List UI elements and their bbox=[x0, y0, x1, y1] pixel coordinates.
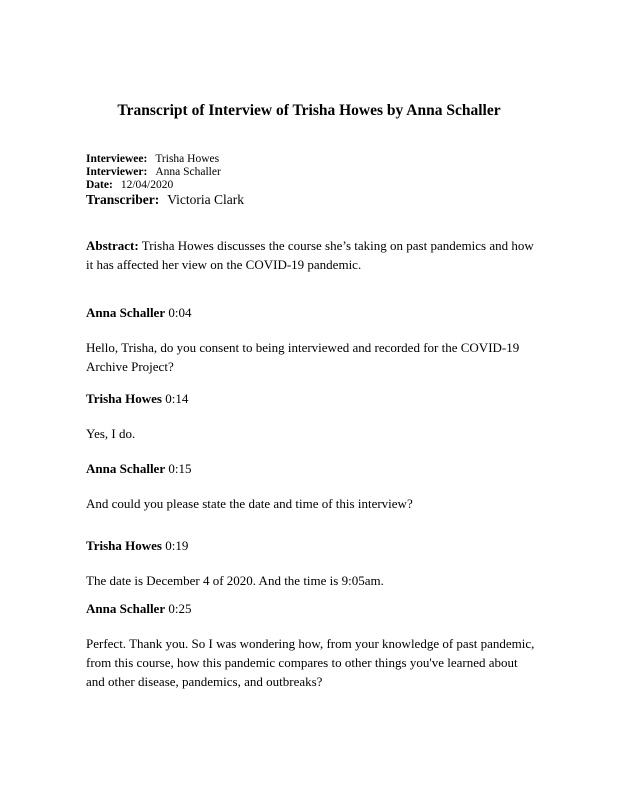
transcript-turn bbox=[86, 538, 536, 590]
transcript-turn bbox=[86, 305, 536, 376]
abstract-paragraph bbox=[86, 236, 536, 274]
abstract-text: Trisha Howes discusses the course she’s taking on past pandemics and how it has affected her view on the COVID-19 pandemic. bbox=[86, 238, 534, 272]
metadata-value: 12/04/2020 bbox=[120, 179, 174, 191]
utterance-text: The date is December 4 of 2020. And the time is 9:05am. bbox=[86, 573, 384, 588]
speaker-name: Anna Schaller bbox=[86, 601, 166, 616]
metadata-date bbox=[86, 179, 244, 192]
timestamp: 0:15 bbox=[168, 461, 192, 476]
abstract-label: Abstract: bbox=[86, 238, 139, 253]
timestamp: 0:14 bbox=[165, 391, 189, 406]
transcript-turn bbox=[86, 601, 536, 691]
utterance-text: Hello, Trisha, do you consent to being interviewed and recorded for the COVID-19 Archive Project? bbox=[86, 340, 520, 374]
speaker-name: Trisha Howes bbox=[86, 538, 162, 553]
metadata-transcriber bbox=[86, 192, 244, 208]
metadata-value: Victoria Clark bbox=[167, 192, 245, 207]
metadata-value: Anna Schaller bbox=[155, 166, 221, 178]
metadata-label: Interviewer: bbox=[86, 166, 148, 178]
speaker-name: Trisha Howes bbox=[86, 391, 162, 406]
timestamp: 0:04 bbox=[168, 305, 192, 320]
metadata-label: Interviewee: bbox=[86, 153, 148, 165]
speaker-line bbox=[86, 601, 536, 617]
utterance-text: Perfect. Thank you. So I was wondering how, from your knowledge of past pandemic, from this course, how this pandemic compares to other things you've learned about and other disease, pandemics, and outbreaks? bbox=[86, 636, 535, 689]
transcript-turn bbox=[86, 391, 536, 443]
speaker-line bbox=[86, 305, 536, 321]
metadata-value: Trisha Howes bbox=[155, 153, 220, 165]
speaker-name: Anna Schaller bbox=[86, 305, 166, 320]
speaker-line bbox=[86, 461, 536, 477]
speaker-line bbox=[86, 391, 536, 407]
metadata-interviewee bbox=[86, 153, 244, 166]
metadata-interviewer bbox=[86, 166, 244, 179]
speaker-name: Anna Schaller bbox=[86, 461, 166, 476]
interview-metadata bbox=[86, 153, 244, 208]
speaker-line bbox=[86, 538, 536, 554]
metadata-label: Date: bbox=[86, 179, 113, 191]
timestamp: 0:25 bbox=[168, 601, 192, 616]
metadata-label: Transcriber: bbox=[86, 192, 160, 207]
utterance-text: Yes, I do. bbox=[86, 426, 136, 441]
utterance-text: And could you please state the date and time of this interview? bbox=[86, 496, 413, 511]
document-title: Transcript of Interview of Trisha Howes by Anna Schaller bbox=[117, 102, 501, 119]
transcript-turn bbox=[86, 461, 536, 513]
timestamp: 0:19 bbox=[165, 538, 189, 553]
